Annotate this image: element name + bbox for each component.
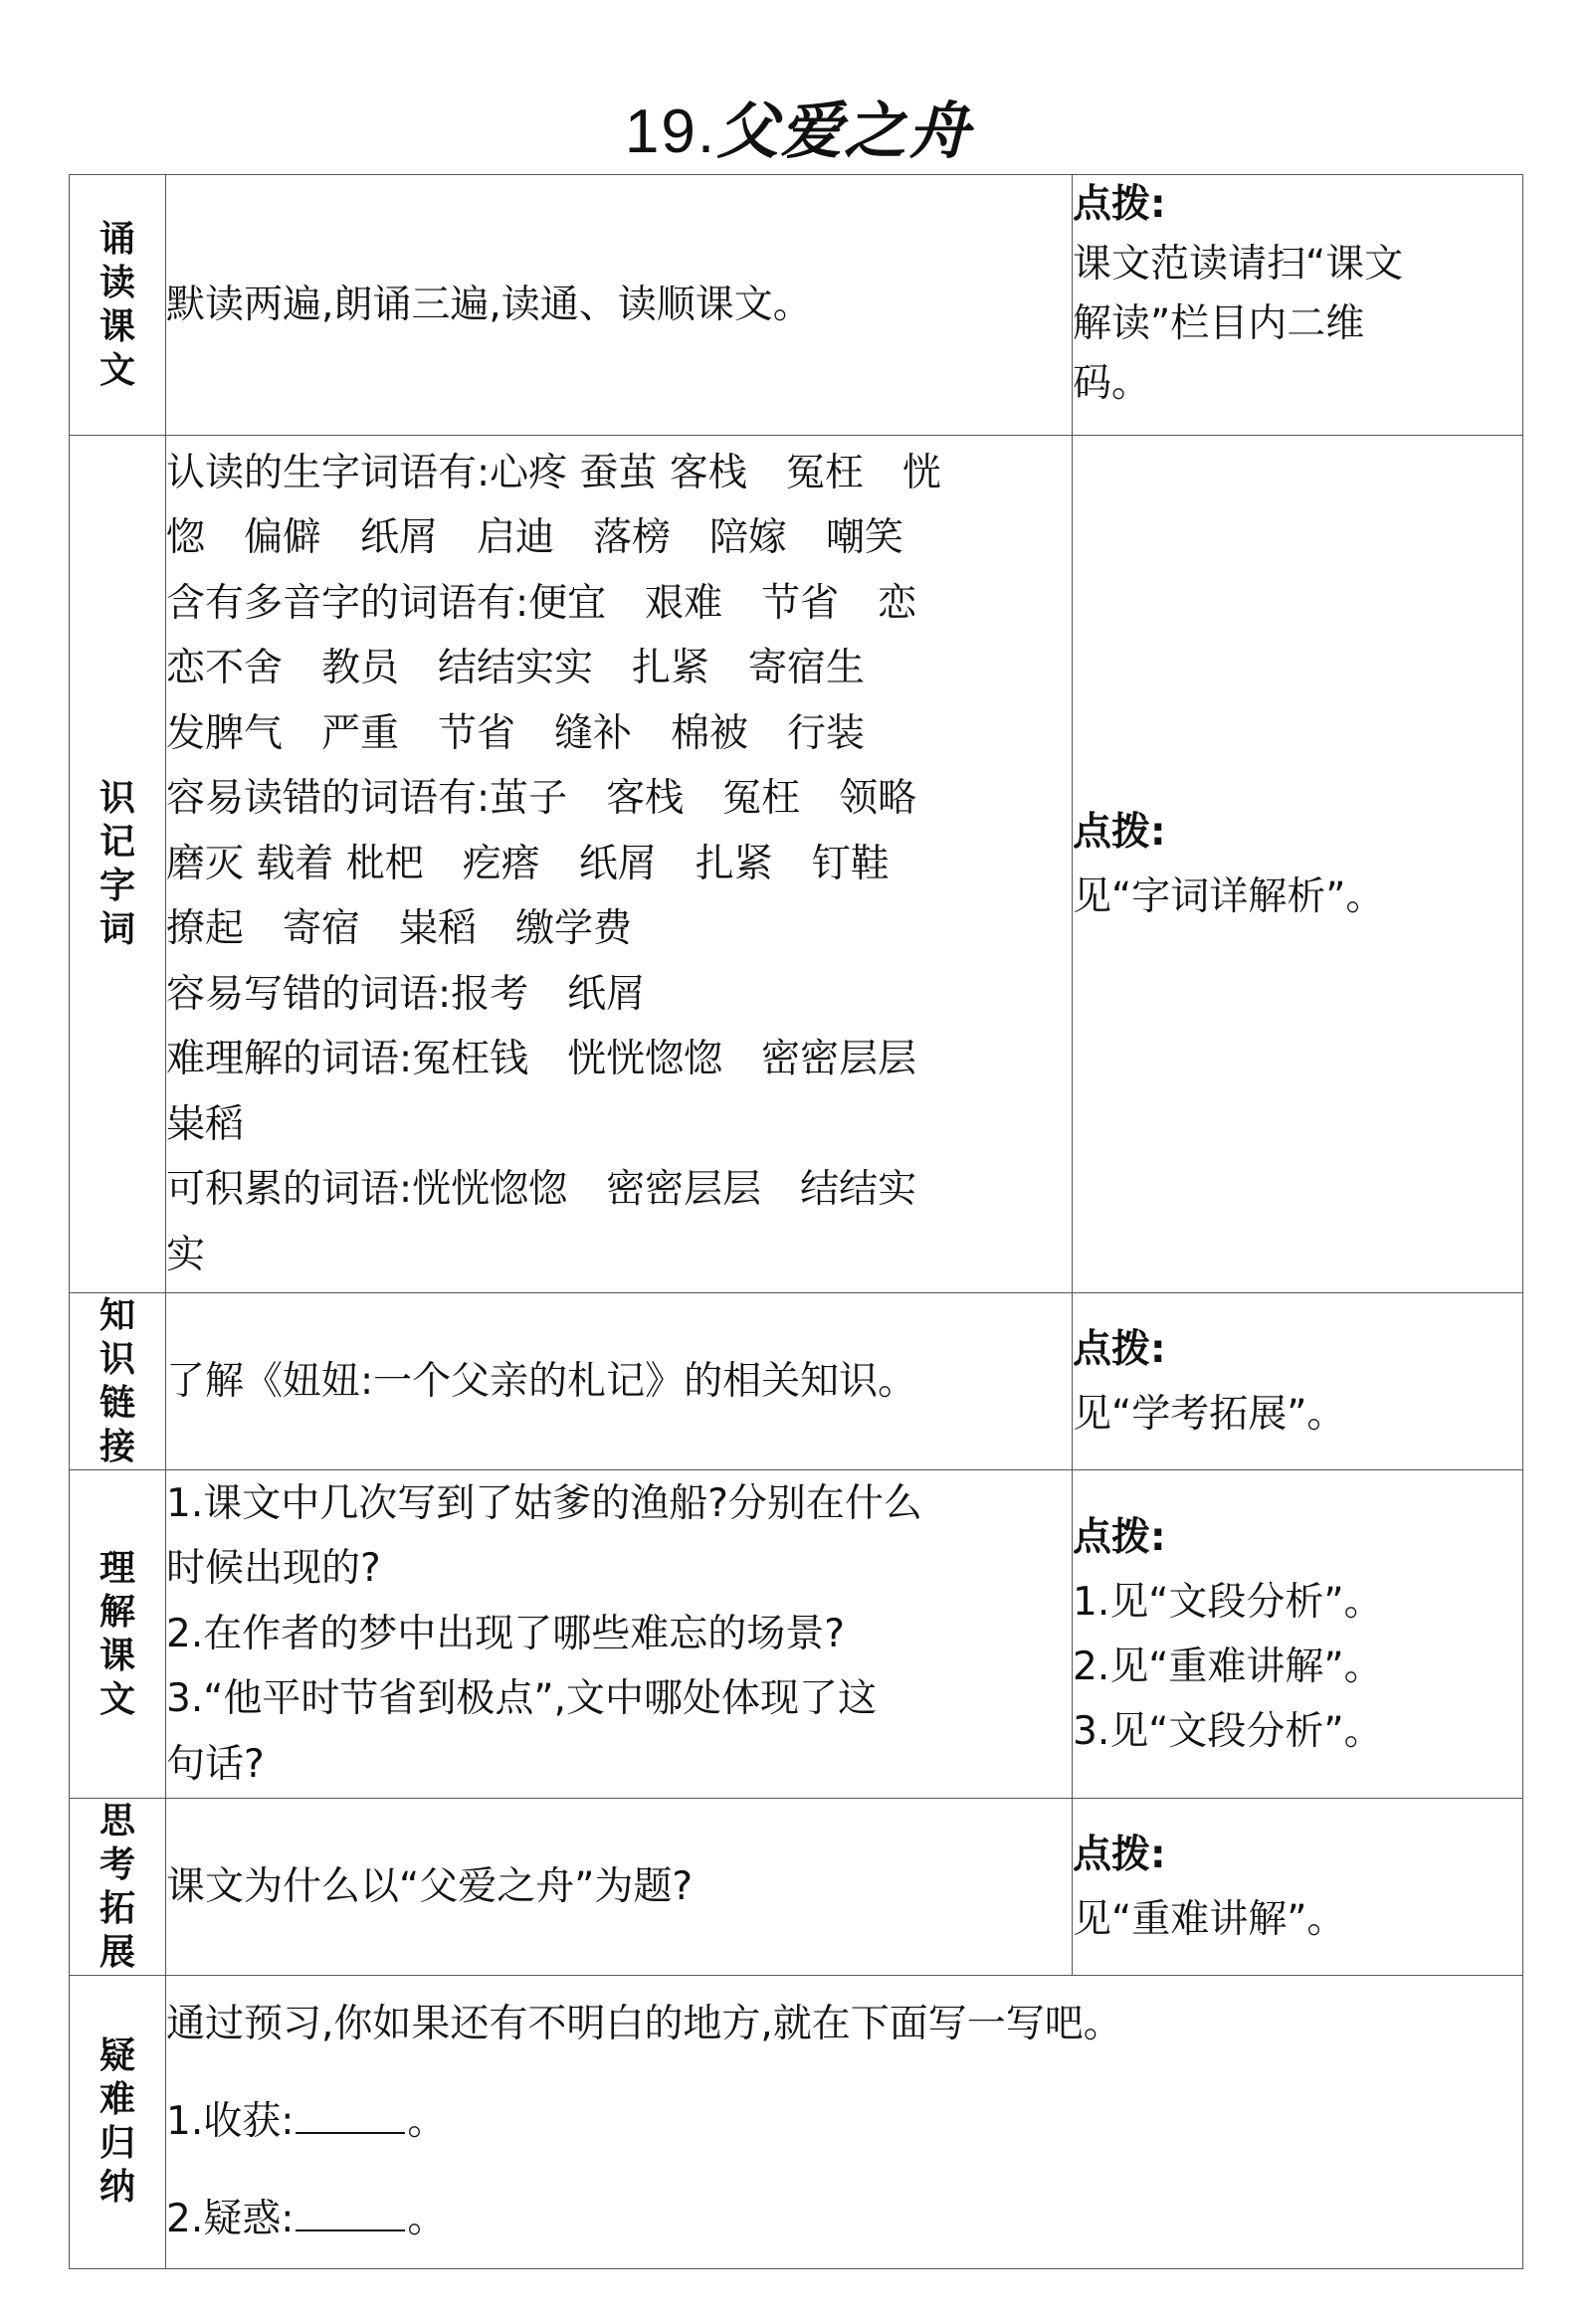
gains-blank[interactable] [296,2092,405,2134]
content-line: 3.“他平时节省到极点”,文中哪处体现了这 [166,1676,878,1722]
label-char: 链 [99,1382,135,1424]
content-line: 课文为什么以“父爱之舟”为题? [166,1863,694,1909]
content-line: 了解《妞妞:一个父亲的札记》的相关知识。 [166,1358,917,1404]
table-row [70,436,1523,1293]
summary-row [70,1976,1523,2269]
content-line: 磨灭 载着 枇杷 疙瘩 纸屑 扎紧 钉鞋 [166,841,890,886]
hint-title: 点拨: [1073,809,1166,855]
row-content [166,1293,1073,1470]
content-line: 实 [166,1232,206,1277]
label-char: 拓 [99,1887,135,1929]
hint-title: 点拨: [1073,182,1166,227]
content-line: 恋不舍 教员 结结实实 扎紧 寄宿生 [166,646,866,691]
content-line: 含有多音字的词语有:便宜 艰难 节省 恋 [166,580,917,626]
table-body [70,175,1523,2269]
row-content [166,1470,1073,1799]
table-row [70,175,1523,436]
doubts-end-mark: 。 [407,2197,447,2241]
hint-line: 3.见“文段分析”。 [1073,1708,1383,1754]
label-char: 诵 [99,218,135,260]
hint-line: 解读”栏目内二维 [1073,301,1365,346]
label-char: 字 [99,865,135,906]
label-char: 理 [99,1547,135,1589]
label-char: 接 [99,1426,135,1467]
content-line: 时候出现的? [166,1546,381,1592]
content-line: 2.在作者的梦中出现了哪些难忘的场景? [166,1611,845,1656]
label-char: 读 [99,262,135,303]
content-line: 句话? [166,1741,265,1787]
label-char: 记 [99,821,135,863]
row-label [70,1799,166,1976]
row-hint [1073,436,1523,1293]
content-line: 1.课文中几次写到了姑爹的渔船?分别在什么 [166,1480,922,1526]
hint-line: 见“字词详解析”。 [1073,873,1385,919]
hint-title: 点拨: [1073,1326,1166,1372]
summary-content [166,1976,1523,2269]
content-line: 容易写错的词语:报考 纸屑 [166,971,646,1017]
label-char: 课 [99,305,135,347]
hint-line: 1.见“文段分析”。 [1073,1579,1383,1625]
hint-line: 见“学考拓展”。 [1073,1391,1346,1437]
label-char: 纳 [99,2167,135,2208]
content-line: 发脾气 严重 节省 缝补 棉被 行装 [166,710,866,756]
table-row [70,1293,1523,1470]
content-line: 认读的生字词语有:心疼 蚕茧 客栈 冤枉 恍 [166,450,941,495]
summary-gains [166,2073,1522,2171]
content-line: 容易读错的词语有:茧子 客栈 冤枉 领略 [166,776,917,822]
label-char: 归 [99,2123,135,2164]
gains-end-mark: 。 [407,2099,447,2144]
content-line: 难理解的词语:冤枉钱 恍恍惚惚 密密层层 [166,1037,917,1082]
hint-line: 见“重难讲解”。 [1073,1896,1346,1942]
doubts-blank[interactable] [296,2190,405,2231]
row-content [166,1799,1073,1976]
content-line: 撩起 寄宿 粜稻 缴学费 [166,906,633,952]
hint-title: 点拨: [1073,1514,1166,1560]
label-char: 词 [99,908,135,950]
table-row [70,1470,1523,1799]
row-hint [1073,1799,1523,1976]
gains-label: 1.收获: [166,2099,295,2144]
label-char: 知 [99,1294,135,1336]
label-char: 难 [99,2079,135,2120]
label-char: 识 [99,777,135,819]
content-line: 可积累的词语:恍恍惚惚 密密层层 结结实 [166,1167,917,1213]
lesson-number: 19. [624,97,717,166]
hint-title: 点拨: [1073,1832,1166,1877]
label-char: 考 [99,1843,135,1885]
preview-table [69,174,1523,2269]
row-content [166,436,1073,1293]
label-char: 解 [99,1591,135,1633]
row-hint [1073,175,1523,436]
lesson-name: 父爱之舟 [716,95,972,167]
row-label [70,1293,166,1470]
hint-line: 课文范读请扫“课文 [1073,242,1404,287]
row-content [166,175,1073,436]
hint-line: 2.见“重难讲解”。 [1073,1644,1383,1689]
content-line: 默读两遍,朗诵三遍,读通、读顺课文。 [166,282,812,327]
hint-line: 码。 [1073,361,1151,406]
label-char: 文 [99,349,135,391]
summary-intro: 通过预习,你如果还有不明白的地方,就在下面写一写吧。 [166,2002,1122,2046]
row-label [70,1470,166,1799]
label-char: 文 [99,1678,135,1720]
summary-doubts [166,2171,1522,2268]
row-label [70,175,166,436]
content-line: 粜稻 [166,1101,245,1147]
table-row [70,1799,1523,1976]
label-char: 课 [99,1635,135,1676]
summary-label [70,1976,166,2269]
label-char: 展 [99,1931,135,1973]
doubts-label: 2.疑惑: [166,2197,295,2241]
page-title [0,92,1596,172]
label-char: 疑 [99,2035,135,2076]
row-hint [1073,1470,1523,1799]
row-label [70,436,166,1293]
label-char: 识 [99,1338,135,1380]
label-char: 思 [99,1800,135,1841]
row-hint [1073,1293,1523,1470]
content-line: 惚 偏僻 纸屑 启迪 落榜 陪嫁 嘲笑 [166,515,904,561]
